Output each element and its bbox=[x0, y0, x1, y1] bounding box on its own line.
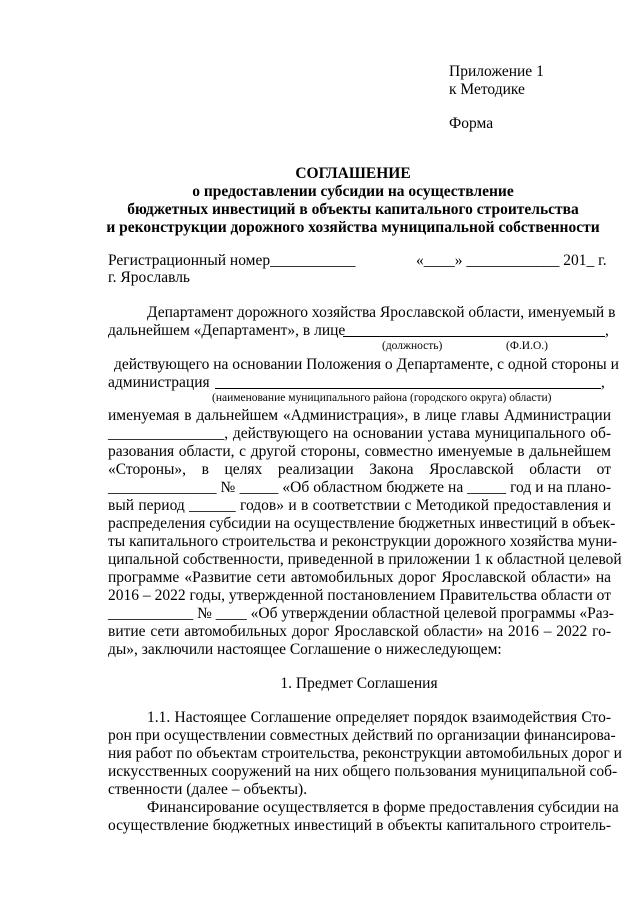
section-1-line-1: 1.1. Настоящее Соглашение определяет порядок взаимодействия Сто- bbox=[147, 709, 611, 726]
preamble-line-11: распределения субсидии на осуществление бюджетных инвестиций в объек- bbox=[108, 515, 616, 532]
section-1-line-3: ния работ по объектам строительства, реконструкции автомобильных дорог и bbox=[108, 745, 622, 762]
to-method-label: к Методике bbox=[449, 81, 525, 98]
preamble-line-9: ______________ № _____ «Об областном бюджете на _____ год и на плано- bbox=[108, 479, 611, 496]
title-line-2: бюджетных инвестиций в объекты капитального строительства bbox=[127, 201, 579, 218]
preamble-line-2b: , bbox=[605, 322, 609, 339]
caption-district: (наименование муниципального района (городского округа) области) bbox=[212, 392, 552, 404]
section-1-heading: 1. Предмет Соглашения bbox=[280, 675, 438, 692]
preamble-line-2a: дальнейшем «Департамент», в лице bbox=[108, 322, 346, 339]
preamble-line-15: 2016 – 2022 годы, утвержденной постановлением Правительства области от bbox=[108, 587, 611, 604]
form-label: Форма bbox=[449, 115, 494, 132]
title-line-1: о предоставлении субсидии на осуществление bbox=[192, 183, 514, 200]
preamble-line-1: Департамент дорожного хозяйства Ярославской области, именуемый в bbox=[147, 304, 616, 321]
section-1-line-2: рон при осуществлении совместных действий по организации финансирова- bbox=[108, 727, 616, 744]
preamble-line-14: программе «Развитие сети автомобильных дорог Ярославской области» на bbox=[108, 569, 611, 586]
caption-position: (должность) bbox=[382, 340, 443, 352]
section-1-line-5: ственности (далее – объекты). bbox=[108, 781, 308, 798]
title-line-3: и реконструкции дорожного хозяйства муниципальной собственности bbox=[106, 219, 600, 236]
district-blank bbox=[215, 388, 601, 389]
preamble-line-3: действующего на основании Положения о Департаменте, с одной стороны и bbox=[114, 356, 619, 373]
caption-fio: (Ф.И.О.) bbox=[506, 340, 548, 352]
preamble-line-4b: , bbox=[601, 374, 605, 391]
preamble-line-13: ципальной собственности, приведенной в приложении 1 к областной целевой bbox=[108, 551, 622, 568]
city: г. Ярославль bbox=[108, 269, 190, 286]
preamble-line-12: ты капитального строительства и реконструкции дорожного хозяйства муни- bbox=[108, 533, 618, 550]
preamble-line-18: ды», заключили настоящее Соглашение о нижеследующем: bbox=[108, 641, 502, 658]
preamble-line-7: разования области, с другой стороны, совместно именуемые в дальнейшем bbox=[108, 443, 611, 460]
registration-label: Регистрационный номер bbox=[108, 252, 271, 269]
section-1-line-7: осуществление бюджетных инвестиций в объекты капитального строитель- bbox=[108, 817, 611, 834]
agreement-date: «____» ____________ 201_ г. bbox=[416, 252, 607, 269]
preamble-line-16: ___________ № ____ «Об утверждении областной целевой программы «Раз- bbox=[108, 605, 614, 622]
appendix-label: Приложение 1 bbox=[449, 63, 544, 80]
section-1-line-6: Финансирование осуществляется в форме предоставления субсидии на bbox=[147, 799, 619, 816]
preamble-line-17: витие сети автомобильных дорог Ярославской области» на 2016 – 2022 го- bbox=[108, 623, 611, 640]
position-fio-blank bbox=[343, 336, 605, 337]
preamble-line-10: вый период ______ годов» и в соответствии с Методикой предоставления и bbox=[108, 497, 611, 514]
document-title: СОГЛАШЕНИЕ bbox=[295, 165, 411, 182]
preamble-line-4a: администрация bbox=[108, 374, 210, 391]
preamble-line-8: «Стороны», в целях реализации Закона Ярославской области от bbox=[108, 461, 611, 478]
section-1-line-4: искусственных сооружений на них общего пользования муниципальной соб- bbox=[108, 763, 618, 780]
preamble-line-5: именуемая в дальнейшем «Администрация», в лице главы Администрации bbox=[108, 407, 611, 424]
preamble-line-6: _______________, действующего на основании устава муниципального об- bbox=[108, 425, 611, 442]
registration-blank: ___________ bbox=[270, 252, 356, 269]
